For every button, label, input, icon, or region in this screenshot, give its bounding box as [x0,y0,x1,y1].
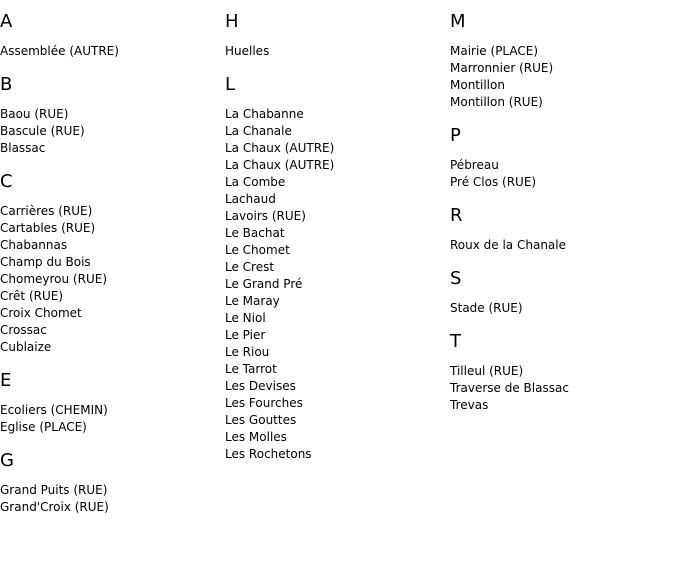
street-link[interactable]: La Combe [225,175,286,189]
letter-heading: G [0,450,14,471]
street-list [225,43,445,60]
street-link[interactable]: Grand Puits (RUE) [0,483,108,497]
street-link[interactable]: Pré Clos (RUE) [450,175,537,189]
street-link[interactable]: Le Maray [225,294,280,308]
letter-heading: L [225,74,236,95]
street-link[interactable]: Champ du Bois [0,255,91,269]
letter-group [225,9,445,60]
letter-group [450,9,670,111]
letter-heading: T [450,331,461,352]
street-link[interactable]: Mairie (PLACE) [450,44,539,58]
letter-group [450,329,670,414]
street-list [225,106,445,463]
street-list [0,203,220,356]
street-link[interactable]: Les Molles [225,430,287,444]
street-link[interactable]: Tilleul (RUE) [450,364,524,378]
street-link[interactable]: La Chanale [225,124,292,138]
street-link[interactable]: Crossac [0,323,47,337]
street-list [450,157,670,191]
letter-heading: E [0,370,12,391]
street-link[interactable]: Marronnier (RUE) [450,61,554,75]
street-link[interactable]: Le Tarrot [225,362,277,376]
street-link[interactable]: La Chabanne [225,107,304,121]
street-link[interactable]: Montillon (RUE) [450,95,543,109]
street-link[interactable]: Les Fourches [225,396,303,410]
letter-heading: C [0,171,13,192]
street-link[interactable]: Les Gouttes [225,413,297,427]
letter-group [0,72,220,157]
street-link[interactable]: Le Grand Pré [225,277,303,291]
street-link[interactable]: Pébreau [450,158,499,172]
letter-group [450,123,670,191]
street-list [0,106,220,157]
street-link[interactable]: Chomeyrou (RUE) [0,272,107,286]
street-link[interactable]: Le Riou [225,345,270,359]
street-list [0,43,220,60]
street-link[interactable]: Lachaud [225,192,276,206]
street-link[interactable]: Stade (RUE) [450,301,523,315]
street-link[interactable]: Grand'Croix (RUE) [0,500,109,514]
street-link[interactable]: Cartables (RUE) [0,221,96,235]
street-list [0,482,220,516]
street-link[interactable]: Roux de la Chanale [450,238,566,252]
street-link[interactable]: Assemblée (AUTRE) [0,44,119,58]
letter-group [0,169,220,356]
street-list [450,300,670,317]
street-link[interactable]: Blassac [0,141,46,155]
street-list [0,402,220,436]
street-link[interactable]: Les Rochetons [225,447,312,461]
street-link[interactable]: Le Niol [225,311,266,325]
index-column-2 [225,9,445,475]
street-list [450,237,670,254]
letter-group [450,266,670,317]
street-link[interactable]: Montillon [450,78,505,92]
index-column-1 [0,9,220,528]
letter-heading: S [450,268,462,289]
street-list [450,43,670,111]
letter-heading: A [0,11,13,32]
street-link[interactable]: Le Bachat [225,226,285,240]
letter-heading: P [450,125,461,146]
letter-group [0,368,220,436]
street-link[interactable]: Lavoirs (RUE) [225,209,306,223]
street-link[interactable]: Huelles [225,44,270,58]
street-link[interactable]: Les Devises [225,379,296,393]
street-link[interactable]: Ecoliers (CHEMIN) [0,403,108,417]
letter-heading: R [450,205,463,226]
letter-heading: M [450,11,466,32]
street-link[interactable]: Bascule (RUE) [0,124,85,138]
street-link[interactable]: Croix Chomet [0,306,82,320]
letter-heading: B [0,74,13,95]
index-column-3 [450,9,670,426]
letter-group [0,448,220,516]
street-list [450,363,670,414]
street-link[interactable]: La Chaux (AUTRE) [225,158,335,172]
street-link[interactable]: La Chaux (AUTRE) [225,141,335,155]
street-link[interactable]: Carrières (RUE) [0,204,93,218]
street-link[interactable]: Eglise (PLACE) [0,420,87,434]
letter-heading: H [225,11,239,32]
street-link[interactable]: Crêt (RUE) [0,289,64,303]
street-link[interactable]: Le Crest [225,260,275,274]
street-link[interactable]: Le Pier [225,328,266,342]
street-link[interactable]: Le Chomet [225,243,290,257]
letter-group [0,9,220,60]
letter-group [450,203,670,254]
street-link[interactable]: Baou (RUE) [0,107,69,121]
street-link[interactable]: Traverse de Blassac [450,381,569,395]
street-link[interactable]: Trevas [450,398,489,412]
street-link[interactable]: Chabannas [0,238,68,252]
street-link[interactable]: Cublaize [0,340,52,354]
letter-group [225,72,445,463]
